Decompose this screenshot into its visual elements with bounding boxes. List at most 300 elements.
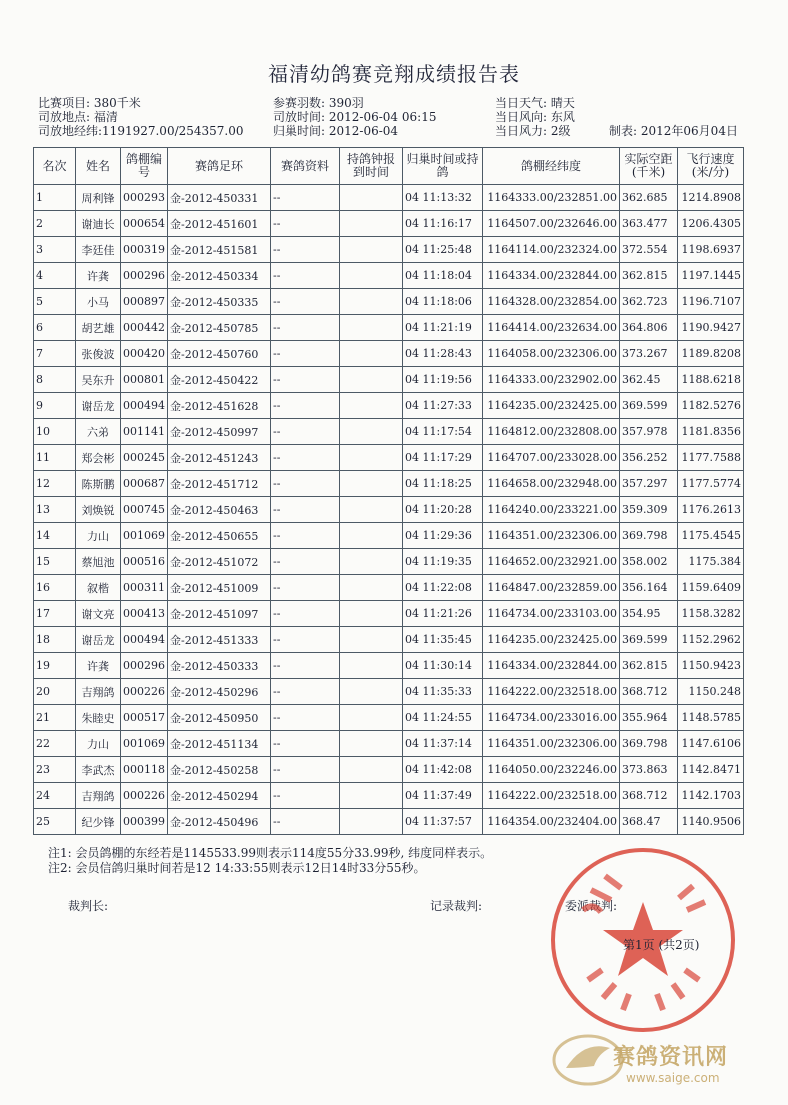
cell-coordinates: 1164114.00/232324.00 bbox=[483, 237, 620, 263]
cell-rank: 6 bbox=[34, 315, 76, 341]
cell-name: 吉翔鸽 bbox=[76, 783, 121, 809]
cell-pigeon-info: -- bbox=[271, 185, 340, 211]
cell-loft-code: 000442 bbox=[121, 315, 168, 341]
cell-speed: 1148.5785 bbox=[678, 705, 744, 731]
col-name: 姓名 bbox=[76, 148, 121, 185]
cell-coordinates: 1164222.00/232518.00 bbox=[483, 679, 620, 705]
cell-name: 谢岳龙 bbox=[76, 627, 121, 653]
watermark-text: 赛鸽资讯网 bbox=[613, 1045, 729, 1070]
recorder-signature-label: 记录裁判: bbox=[430, 899, 483, 913]
table-row bbox=[34, 653, 744, 679]
cell-pigeon-info: -- bbox=[271, 315, 340, 341]
made-date: 制表: 2012年06月04日 bbox=[609, 124, 738, 138]
cell-speed: 1181.8356 bbox=[678, 419, 744, 445]
cell-arrival-time: 04 11:37:14 bbox=[403, 731, 483, 757]
cell-pigeon-info: -- bbox=[271, 627, 340, 653]
wind-force: 当日风力: 2级 bbox=[495, 124, 571, 138]
cell-pigeon-info: -- bbox=[271, 549, 340, 575]
referee-signature-label: 裁判长: bbox=[68, 899, 109, 913]
cell-pigeon-info: -- bbox=[271, 679, 340, 705]
cell-pigeon-info: -- bbox=[271, 497, 340, 523]
cell-name: 谢文亮 bbox=[76, 601, 121, 627]
cell-arrival-time: 04 11:13:32 bbox=[403, 185, 483, 211]
cell-ring: 金-2012-451581 bbox=[168, 237, 271, 263]
cell-name: 力山 bbox=[76, 731, 121, 757]
cell-name: 陈斯鹏 bbox=[76, 471, 121, 497]
col-pigeon-info: 赛鸽资料 bbox=[271, 148, 340, 185]
cell-speed: 1189.8208 bbox=[678, 341, 744, 367]
cell-loft-code: 000654 bbox=[121, 211, 168, 237]
cell-name: 力山 bbox=[76, 523, 121, 549]
table-row bbox=[34, 393, 744, 419]
cell-pigeon-info: -- bbox=[271, 757, 340, 783]
cell-clock-time bbox=[340, 653, 403, 679]
cell-pigeon-info: -- bbox=[271, 445, 340, 471]
cell-distance: 357.978 bbox=[620, 419, 678, 445]
cell-ring: 金-2012-450655 bbox=[168, 523, 271, 549]
cell-clock-time bbox=[340, 237, 403, 263]
cell-pigeon-info: -- bbox=[271, 731, 340, 757]
cell-pigeon-info: -- bbox=[271, 783, 340, 809]
table-row bbox=[34, 679, 744, 705]
col-speed: 飞行速度(米/分) bbox=[678, 148, 744, 185]
cell-loft-code: 000413 bbox=[121, 601, 168, 627]
cell-pigeon-info: -- bbox=[271, 393, 340, 419]
cell-arrival-time: 04 11:42:08 bbox=[403, 757, 483, 783]
cell-ring: 金-2012-450422 bbox=[168, 367, 271, 393]
cell-speed: 1177.7588 bbox=[678, 445, 744, 471]
cell-speed: 1177.5774 bbox=[678, 471, 744, 497]
cell-arrival-time: 04 11:28:43 bbox=[403, 341, 483, 367]
cell-rank: 23 bbox=[34, 757, 76, 783]
cell-clock-time bbox=[340, 367, 403, 393]
cell-loft-code: 001069 bbox=[121, 523, 168, 549]
results-table bbox=[33, 147, 744, 835]
cell-name: 李武杰 bbox=[76, 757, 121, 783]
cell-loft-code: 000897 bbox=[121, 289, 168, 315]
cell-rank: 18 bbox=[34, 627, 76, 653]
table-row bbox=[34, 627, 744, 653]
cell-rank: 7 bbox=[34, 341, 76, 367]
cell-coordinates: 1164058.00/232306.00 bbox=[483, 341, 620, 367]
cell-speed: 1158.3282 bbox=[678, 601, 744, 627]
cell-distance: 369.798 bbox=[620, 731, 678, 757]
cell-coordinates: 1164235.00/232425.00 bbox=[483, 393, 620, 419]
cell-clock-time bbox=[340, 783, 403, 809]
cell-speed: 1196.7107 bbox=[678, 289, 744, 315]
cell-ring: 金-2012-450785 bbox=[168, 315, 271, 341]
cell-distance: 368.47 bbox=[620, 809, 678, 835]
table-row bbox=[34, 237, 744, 263]
cell-arrival-time: 04 11:19:56 bbox=[403, 367, 483, 393]
committee-signature-label: 委派裁判: bbox=[565, 899, 618, 913]
release-place: 司放地点: 福清 bbox=[38, 110, 118, 124]
table-row bbox=[34, 445, 744, 471]
cell-arrival-time: 04 11:37:57 bbox=[403, 809, 483, 835]
cell-arrival-time: 04 11:30:14 bbox=[403, 653, 483, 679]
cell-distance: 362.815 bbox=[620, 653, 678, 679]
cell-distance: 369.599 bbox=[620, 627, 678, 653]
cell-arrival-time: 04 11:37:49 bbox=[403, 783, 483, 809]
cell-rank: 3 bbox=[34, 237, 76, 263]
col-arrival-time: 归巢时间或持鸽 bbox=[403, 148, 483, 185]
cell-loft-code: 001141 bbox=[121, 419, 168, 445]
cell-rank: 9 bbox=[34, 393, 76, 419]
cell-arrival-time: 04 11:21:26 bbox=[403, 601, 483, 627]
cell-loft-code: 000745 bbox=[121, 497, 168, 523]
cell-distance: 355.964 bbox=[620, 705, 678, 731]
cell-clock-time bbox=[340, 549, 403, 575]
cell-loft-code: 000319 bbox=[121, 237, 168, 263]
cell-coordinates: 1164222.00/232518.00 bbox=[483, 783, 620, 809]
cell-distance: 369.599 bbox=[620, 393, 678, 419]
cell-arrival-time: 04 11:18:06 bbox=[403, 289, 483, 315]
cell-loft-code: 000801 bbox=[121, 367, 168, 393]
cell-distance: 362.685 bbox=[620, 185, 678, 211]
col-loft-code: 鸽棚编号 bbox=[121, 148, 168, 185]
cell-loft-code: 000494 bbox=[121, 627, 168, 653]
cell-speed: 1140.9506 bbox=[678, 809, 744, 835]
cell-speed: 1142.1703 bbox=[678, 783, 744, 809]
cell-name: 许龚 bbox=[76, 653, 121, 679]
cell-clock-time bbox=[340, 627, 403, 653]
page-number: 第1页 (共2页) bbox=[623, 938, 700, 952]
cell-rank: 5 bbox=[34, 289, 76, 315]
cell-pigeon-info: -- bbox=[271, 367, 340, 393]
cell-loft-code: 000226 bbox=[121, 679, 168, 705]
table-row bbox=[34, 419, 744, 445]
table-row bbox=[34, 757, 744, 783]
cell-distance: 373.863 bbox=[620, 757, 678, 783]
cell-name: 纪少锋 bbox=[76, 809, 121, 835]
table-row bbox=[34, 809, 744, 835]
cell-ring: 金-2012-451601 bbox=[168, 211, 271, 237]
cell-pigeon-info: -- bbox=[271, 419, 340, 445]
cell-rank: 24 bbox=[34, 783, 76, 809]
cell-speed: 1197.1445 bbox=[678, 263, 744, 289]
cell-rank: 19 bbox=[34, 653, 76, 679]
cell-arrival-time: 04 11:16:17 bbox=[403, 211, 483, 237]
col-clock-time: 持鸽钟报到时间 bbox=[340, 148, 403, 185]
cell-speed: 1176.2613 bbox=[678, 497, 744, 523]
cell-name: 朱睦史 bbox=[76, 705, 121, 731]
table-row bbox=[34, 705, 744, 731]
release-time: 司放时间: 2012-06-04 06:15 bbox=[273, 110, 437, 124]
cell-clock-time bbox=[340, 419, 403, 445]
cell-arrival-time: 04 11:25:48 bbox=[403, 237, 483, 263]
cell-arrival-time: 04 11:27:33 bbox=[403, 393, 483, 419]
cell-speed: 1150.9423 bbox=[678, 653, 744, 679]
cell-arrival-time: 04 11:35:33 bbox=[403, 679, 483, 705]
cell-loft-code: 001069 bbox=[121, 731, 168, 757]
bird-count: 参赛羽数: 390羽 bbox=[273, 96, 364, 110]
cell-name: 刘焕锐 bbox=[76, 497, 121, 523]
cell-distance: 359.309 bbox=[620, 497, 678, 523]
cell-coordinates: 1164847.00/232859.00 bbox=[483, 575, 620, 601]
report-title: 福清幼鸽赛竞翔成绩报告表 bbox=[268, 62, 520, 86]
cell-name: 李廷佳 bbox=[76, 237, 121, 263]
cell-ring: 金-2012-450496 bbox=[168, 809, 271, 835]
cell-coordinates: 1164658.00/232948.00 bbox=[483, 471, 620, 497]
cell-rank: 21 bbox=[34, 705, 76, 731]
cell-name: 吴东升 bbox=[76, 367, 121, 393]
cell-clock-time bbox=[340, 393, 403, 419]
weather: 当日天气: 晴天 bbox=[495, 96, 575, 110]
cell-distance: 357.297 bbox=[620, 471, 678, 497]
cell-distance: 368.712 bbox=[620, 679, 678, 705]
cell-loft-code: 000296 bbox=[121, 653, 168, 679]
cell-coordinates: 1164333.00/232851.00 bbox=[483, 185, 620, 211]
cell-clock-time bbox=[340, 445, 403, 471]
cell-arrival-time: 04 11:29:36 bbox=[403, 523, 483, 549]
cell-ring: 金-2012-450997 bbox=[168, 419, 271, 445]
col-distance: 实际空距(千米) bbox=[620, 148, 678, 185]
cell-distance: 362.45 bbox=[620, 367, 678, 393]
cell-pigeon-info: -- bbox=[271, 263, 340, 289]
cell-speed: 1214.8908 bbox=[678, 185, 744, 211]
note-1: 注1: 会员鸽棚的东经若是1145533.99则表示114度55分33.99秒, 纬度同样表示。 bbox=[48, 846, 493, 860]
cell-distance: 363.477 bbox=[620, 211, 678, 237]
cell-name: 郑会彬 bbox=[76, 445, 121, 471]
cell-ring: 金-2012-450331 bbox=[168, 185, 271, 211]
cell-rank: 13 bbox=[34, 497, 76, 523]
cell-ring: 金-2012-450463 bbox=[168, 497, 271, 523]
cell-ring: 金-2012-450950 bbox=[168, 705, 271, 731]
cell-speed: 1175.384 bbox=[678, 549, 744, 575]
cell-coordinates: 1164050.00/232246.00 bbox=[483, 757, 620, 783]
cell-clock-time bbox=[340, 211, 403, 237]
note-2: 注2: 会员信鸽归巢时间若是12 14:33:55则表示12日14时33分55秒。 bbox=[48, 861, 426, 875]
cell-arrival-time: 04 11:18:25 bbox=[403, 471, 483, 497]
cell-pigeon-info: -- bbox=[271, 705, 340, 731]
cell-speed: 1175.4545 bbox=[678, 523, 744, 549]
race-item: 比赛项目: 380千米 bbox=[38, 96, 141, 110]
cell-clock-time bbox=[340, 523, 403, 549]
cell-coordinates: 1164734.00/233103.00 bbox=[483, 601, 620, 627]
cell-ring: 金-2012-451072 bbox=[168, 549, 271, 575]
cell-clock-time bbox=[340, 341, 403, 367]
cell-distance: 362.815 bbox=[620, 263, 678, 289]
cell-clock-time bbox=[340, 601, 403, 627]
cell-ring: 金-2012-451712 bbox=[168, 471, 271, 497]
cell-rank: 12 bbox=[34, 471, 76, 497]
cell-loft-code: 000293 bbox=[121, 185, 168, 211]
cell-clock-time bbox=[340, 757, 403, 783]
cell-clock-time bbox=[340, 497, 403, 523]
cell-name: 胡艺雄 bbox=[76, 315, 121, 341]
cell-name: 张俊波 bbox=[76, 341, 121, 367]
cell-loft-code: 000296 bbox=[121, 263, 168, 289]
cell-ring: 金-2012-451333 bbox=[168, 627, 271, 653]
col-rank: 名次 bbox=[34, 148, 76, 185]
cell-loft-code: 000399 bbox=[121, 809, 168, 835]
cell-ring: 金-2012-451134 bbox=[168, 731, 271, 757]
table-row bbox=[34, 731, 744, 757]
cell-coordinates: 1164240.00/233221.00 bbox=[483, 497, 620, 523]
cell-distance: 358.002 bbox=[620, 549, 678, 575]
cell-rank: 10 bbox=[34, 419, 76, 445]
table-row bbox=[34, 211, 744, 237]
cell-coordinates: 1164812.00/232808.00 bbox=[483, 419, 620, 445]
cell-rank: 11 bbox=[34, 445, 76, 471]
cell-ring: 金-2012-450258 bbox=[168, 757, 271, 783]
cell-speed: 1142.8471 bbox=[678, 757, 744, 783]
cell-coordinates: 1164351.00/232306.00 bbox=[483, 731, 620, 757]
cell-loft-code: 000494 bbox=[121, 393, 168, 419]
cell-speed: 1198.6937 bbox=[678, 237, 744, 263]
cell-clock-time bbox=[340, 263, 403, 289]
cell-coordinates: 1164351.00/232306.00 bbox=[483, 523, 620, 549]
cell-pigeon-info: -- bbox=[271, 653, 340, 679]
cell-coordinates: 1164333.00/232902.00 bbox=[483, 367, 620, 393]
cell-pigeon-info: -- bbox=[271, 289, 340, 315]
table-row bbox=[34, 497, 744, 523]
cell-distance: 369.798 bbox=[620, 523, 678, 549]
cell-speed: 1190.9427 bbox=[678, 315, 744, 341]
cell-loft-code: 000118 bbox=[121, 757, 168, 783]
cell-arrival-time: 04 11:18:04 bbox=[403, 263, 483, 289]
cell-name: 六弟 bbox=[76, 419, 121, 445]
cell-speed: 1152.2962 bbox=[678, 627, 744, 653]
cell-rank: 25 bbox=[34, 809, 76, 835]
cell-distance: 356.252 bbox=[620, 445, 678, 471]
table-row bbox=[34, 263, 744, 289]
cell-name: 周利锋 bbox=[76, 185, 121, 211]
cell-rank: 15 bbox=[34, 549, 76, 575]
return-time: 归巢时间: 2012-06-04 bbox=[273, 124, 399, 138]
cell-arrival-time: 04 11:22:08 bbox=[403, 575, 483, 601]
cell-pigeon-info: -- bbox=[271, 237, 340, 263]
cell-coordinates: 1164334.00/232844.00 bbox=[483, 653, 620, 679]
cell-distance: 373.267 bbox=[620, 341, 678, 367]
table-row bbox=[34, 315, 744, 341]
cell-pigeon-info: -- bbox=[271, 341, 340, 367]
cell-pigeon-info: -- bbox=[271, 575, 340, 601]
cell-arrival-time: 04 11:17:54 bbox=[403, 419, 483, 445]
cell-speed: 1159.6409 bbox=[678, 575, 744, 601]
cell-arrival-time: 04 11:20:28 bbox=[403, 497, 483, 523]
cell-speed: 1147.6106 bbox=[678, 731, 744, 757]
cell-name: 吉翔鸽 bbox=[76, 679, 121, 705]
cell-ring: 金-2012-451243 bbox=[168, 445, 271, 471]
cell-pigeon-info: -- bbox=[271, 471, 340, 497]
table-row bbox=[34, 783, 744, 809]
cell-name: 小马 bbox=[76, 289, 121, 315]
release-coordinates: 司放地经纬:1191927.00/254357.00 bbox=[38, 124, 244, 138]
cell-coordinates: 1164734.00/233016.00 bbox=[483, 705, 620, 731]
table-row bbox=[34, 289, 744, 315]
cell-distance: 368.712 bbox=[620, 783, 678, 809]
cell-rank: 1 bbox=[34, 185, 76, 211]
cell-arrival-time: 04 11:17:29 bbox=[403, 445, 483, 471]
table-row bbox=[34, 601, 744, 627]
cell-clock-time bbox=[340, 705, 403, 731]
cell-ring: 金-2012-450334 bbox=[168, 263, 271, 289]
cell-clock-time bbox=[340, 315, 403, 341]
table-row bbox=[34, 185, 744, 211]
table-row bbox=[34, 523, 744, 549]
cell-arrival-time: 04 11:19:35 bbox=[403, 549, 483, 575]
cell-ring: 金-2012-451097 bbox=[168, 601, 271, 627]
table-row bbox=[34, 367, 744, 393]
cell-speed: 1206.4305 bbox=[678, 211, 744, 237]
cell-coordinates: 1164235.00/232425.00 bbox=[483, 627, 620, 653]
cell-coordinates: 1164334.00/232844.00 bbox=[483, 263, 620, 289]
cell-coordinates: 1164354.00/232404.00 bbox=[483, 809, 620, 835]
cell-clock-time bbox=[340, 289, 403, 315]
cell-clock-time bbox=[340, 809, 403, 835]
cell-name: 谢岳龙 bbox=[76, 393, 121, 419]
cell-coordinates: 1164507.00/232646.00 bbox=[483, 211, 620, 237]
cell-arrival-time: 04 11:24:55 bbox=[403, 705, 483, 731]
cell-speed: 1150.248 bbox=[678, 679, 744, 705]
cell-pigeon-info: -- bbox=[271, 809, 340, 835]
cell-ring: 金-2012-450294 bbox=[168, 783, 271, 809]
cell-ring: 金-2012-450333 bbox=[168, 653, 271, 679]
cell-loft-code: 000311 bbox=[121, 575, 168, 601]
cell-distance: 364.806 bbox=[620, 315, 678, 341]
cell-loft-code: 000245 bbox=[121, 445, 168, 471]
cell-clock-time bbox=[340, 471, 403, 497]
cell-pigeon-info: -- bbox=[271, 211, 340, 237]
cell-name: 叙楷 bbox=[76, 575, 121, 601]
cell-name: 许龚 bbox=[76, 263, 121, 289]
cell-speed: 1182.5276 bbox=[678, 393, 744, 419]
cell-clock-time bbox=[340, 731, 403, 757]
cell-clock-time bbox=[340, 575, 403, 601]
cell-rank: 17 bbox=[34, 601, 76, 627]
cell-ring: 金-2012-451628 bbox=[168, 393, 271, 419]
cell-rank: 4 bbox=[34, 263, 76, 289]
cell-distance: 354.95 bbox=[620, 601, 678, 627]
col-coordinates: 鸽棚经纬度 bbox=[483, 148, 620, 185]
cell-rank: 8 bbox=[34, 367, 76, 393]
cell-rank: 22 bbox=[34, 731, 76, 757]
cell-distance: 362.723 bbox=[620, 289, 678, 315]
table-row bbox=[34, 341, 744, 367]
cell-rank: 2 bbox=[34, 211, 76, 237]
cell-rank: 14 bbox=[34, 523, 76, 549]
table-row bbox=[34, 471, 744, 497]
cell-loft-code: 000687 bbox=[121, 471, 168, 497]
cell-distance: 356.164 bbox=[620, 575, 678, 601]
header-row bbox=[34, 148, 744, 185]
cell-coordinates: 1164414.00/232634.00 bbox=[483, 315, 620, 341]
cell-coordinates: 1164707.00/233028.00 bbox=[483, 445, 620, 471]
cell-rank: 16 bbox=[34, 575, 76, 601]
cell-ring: 金-2012-450335 bbox=[168, 289, 271, 315]
cell-clock-time bbox=[340, 679, 403, 705]
cell-ring: 金-2012-451009 bbox=[168, 575, 271, 601]
cell-name: 蔡旭池 bbox=[76, 549, 121, 575]
cell-loft-code: 000517 bbox=[121, 705, 168, 731]
col-ring: 赛鸽足环 bbox=[168, 148, 271, 185]
table-row bbox=[34, 549, 744, 575]
cell-clock-time bbox=[340, 185, 403, 211]
cell-loft-code: 000516 bbox=[121, 549, 168, 575]
cell-ring: 金-2012-450760 bbox=[168, 341, 271, 367]
cell-distance: 372.554 bbox=[620, 237, 678, 263]
cell-pigeon-info: -- bbox=[271, 523, 340, 549]
cell-coordinates: 1164328.00/232854.00 bbox=[483, 289, 620, 315]
cell-arrival-time: 04 11:35:45 bbox=[403, 627, 483, 653]
cell-name: 谢迪长 bbox=[76, 211, 121, 237]
cell-ring: 金-2012-450296 bbox=[168, 679, 271, 705]
cell-pigeon-info: -- bbox=[271, 601, 340, 627]
cell-speed: 1188.6218 bbox=[678, 367, 744, 393]
cell-loft-code: 000226 bbox=[121, 783, 168, 809]
table-row bbox=[34, 575, 744, 601]
